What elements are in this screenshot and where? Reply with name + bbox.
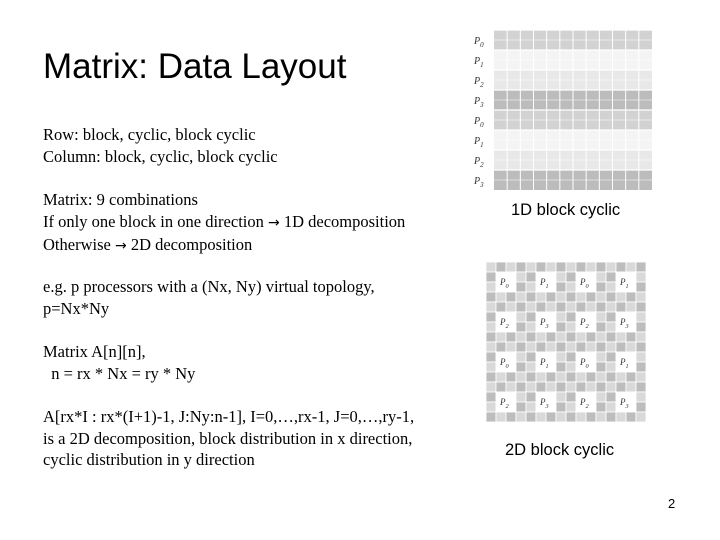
- row-label-p2: $P_2$: [474, 156, 484, 169]
- arrow-right-icon: →: [267, 214, 280, 231]
- topology-line: e.g. p processors with a (Nx, Ny) virtual topology,: [43, 277, 375, 296]
- processor-block-p0: [566, 262, 606, 302]
- row-label-p3: $P_3$: [474, 176, 484, 189]
- otherwise-text: Otherwise: [43, 235, 115, 254]
- row-label-p1: $P_1$: [474, 136, 484, 149]
- row-label-p0: $P_0$: [474, 116, 484, 129]
- cell-label-p2: $P_2$: [500, 397, 509, 410]
- combinations-line: Matrix: 9 combinations: [43, 190, 198, 209]
- cell-label-p1: $P_1$: [620, 357, 629, 370]
- one-direction-text: If only one block in one direction: [43, 211, 268, 231]
- combinations-block: [43, 189, 405, 258]
- cell-label-p0: $P_0$: [500, 277, 509, 290]
- otherwise-line: [43, 234, 405, 258]
- processor-block-p1: [606, 342, 646, 382]
- processors-formula: p=Nx*Ny: [43, 298, 110, 318]
- figure-1d-block-cyclic: [470, 28, 655, 190]
- arrow-right-icon: →: [114, 238, 127, 254]
- processor-block-p2: [486, 382, 526, 422]
- processor-block-p1: [526, 262, 566, 302]
- cell-label-p3: $P_3$: [540, 317, 549, 330]
- figure-2d-block-cyclic: [486, 262, 648, 424]
- cell-label-p1: $P_1$: [540, 357, 549, 370]
- row-options-line: Row: block, cyclic, block cyclic: [43, 125, 256, 144]
- processor-block-p3: [526, 382, 566, 422]
- processor-block-p2: [486, 302, 526, 342]
- cyclic-line: cyclic distribution in y direction: [43, 450, 255, 469]
- row-column-options: [43, 124, 278, 167]
- processor-block-p3: [606, 302, 646, 342]
- cell-label-p3: $P_3$: [620, 317, 629, 330]
- processor-block-p2: [566, 382, 606, 422]
- row-label-p1: $P_1$: [474, 56, 484, 69]
- caption-1d: 1D block cyclic: [511, 201, 621, 219]
- decomposition-description: [43, 406, 414, 471]
- processor-block-p0: [566, 342, 606, 382]
- processor-block-p2: [566, 302, 606, 342]
- processor-block-p0: [486, 262, 526, 302]
- matrix-definition: [43, 341, 195, 384]
- cell-label-p0: $P_0$: [580, 277, 589, 290]
- one-direction-line: [43, 211, 405, 235]
- size-formula: n = rx * Nx = ry * Ny: [43, 363, 196, 383]
- otherwise-result: 2D decomposition: [126, 235, 253, 254]
- slide-title: Matrix: Data Layout: [43, 47, 347, 86]
- cell-label-p1: $P_1$: [540, 277, 549, 290]
- cell-label-p0: $P_0$: [500, 357, 509, 370]
- processor-block-p1: [526, 342, 566, 382]
- column-options-line: Column: block, cyclic, block cyclic: [43, 146, 278, 166]
- cell-label-p2: $P_2$: [580, 317, 589, 330]
- processor-block-p3: [526, 302, 566, 342]
- topology-example: [43, 276, 375, 319]
- cell-label-p0: $P_0$: [580, 357, 589, 370]
- caption-2d: 2D block cyclic: [505, 441, 615, 459]
- cell-label-p2: $P_2$: [580, 397, 589, 410]
- cell-label-p2: $P_2$: [500, 317, 509, 330]
- row-label-p0: $P_0$: [474, 36, 484, 49]
- distribution-line: is a 2D decomposition, block distribution in x direction,: [43, 428, 413, 448]
- processor-block-p3: [606, 382, 646, 422]
- row-label-p3: $P_3$: [474, 96, 484, 109]
- processor-block-p1: [606, 262, 646, 302]
- one-direction-result: 1D decomposition: [279, 211, 406, 231]
- page-number: 2: [668, 496, 676, 511]
- row-label-p2: $P_2$: [474, 76, 484, 89]
- cell-label-p3: $P_3$: [620, 397, 629, 410]
- submatrix-line: A[rx*I : rx*(I+1)-1, J:Ny:n-1], I=0,…,rx-1, J=0,…,ry-1,: [43, 407, 415, 426]
- processor-block-p0: [486, 342, 526, 382]
- cell-label-p1: $P_1$: [620, 277, 629, 290]
- cell-label-p3: $P_3$: [540, 397, 549, 410]
- matrix-line: Matrix A[n][n],: [43, 342, 146, 361]
